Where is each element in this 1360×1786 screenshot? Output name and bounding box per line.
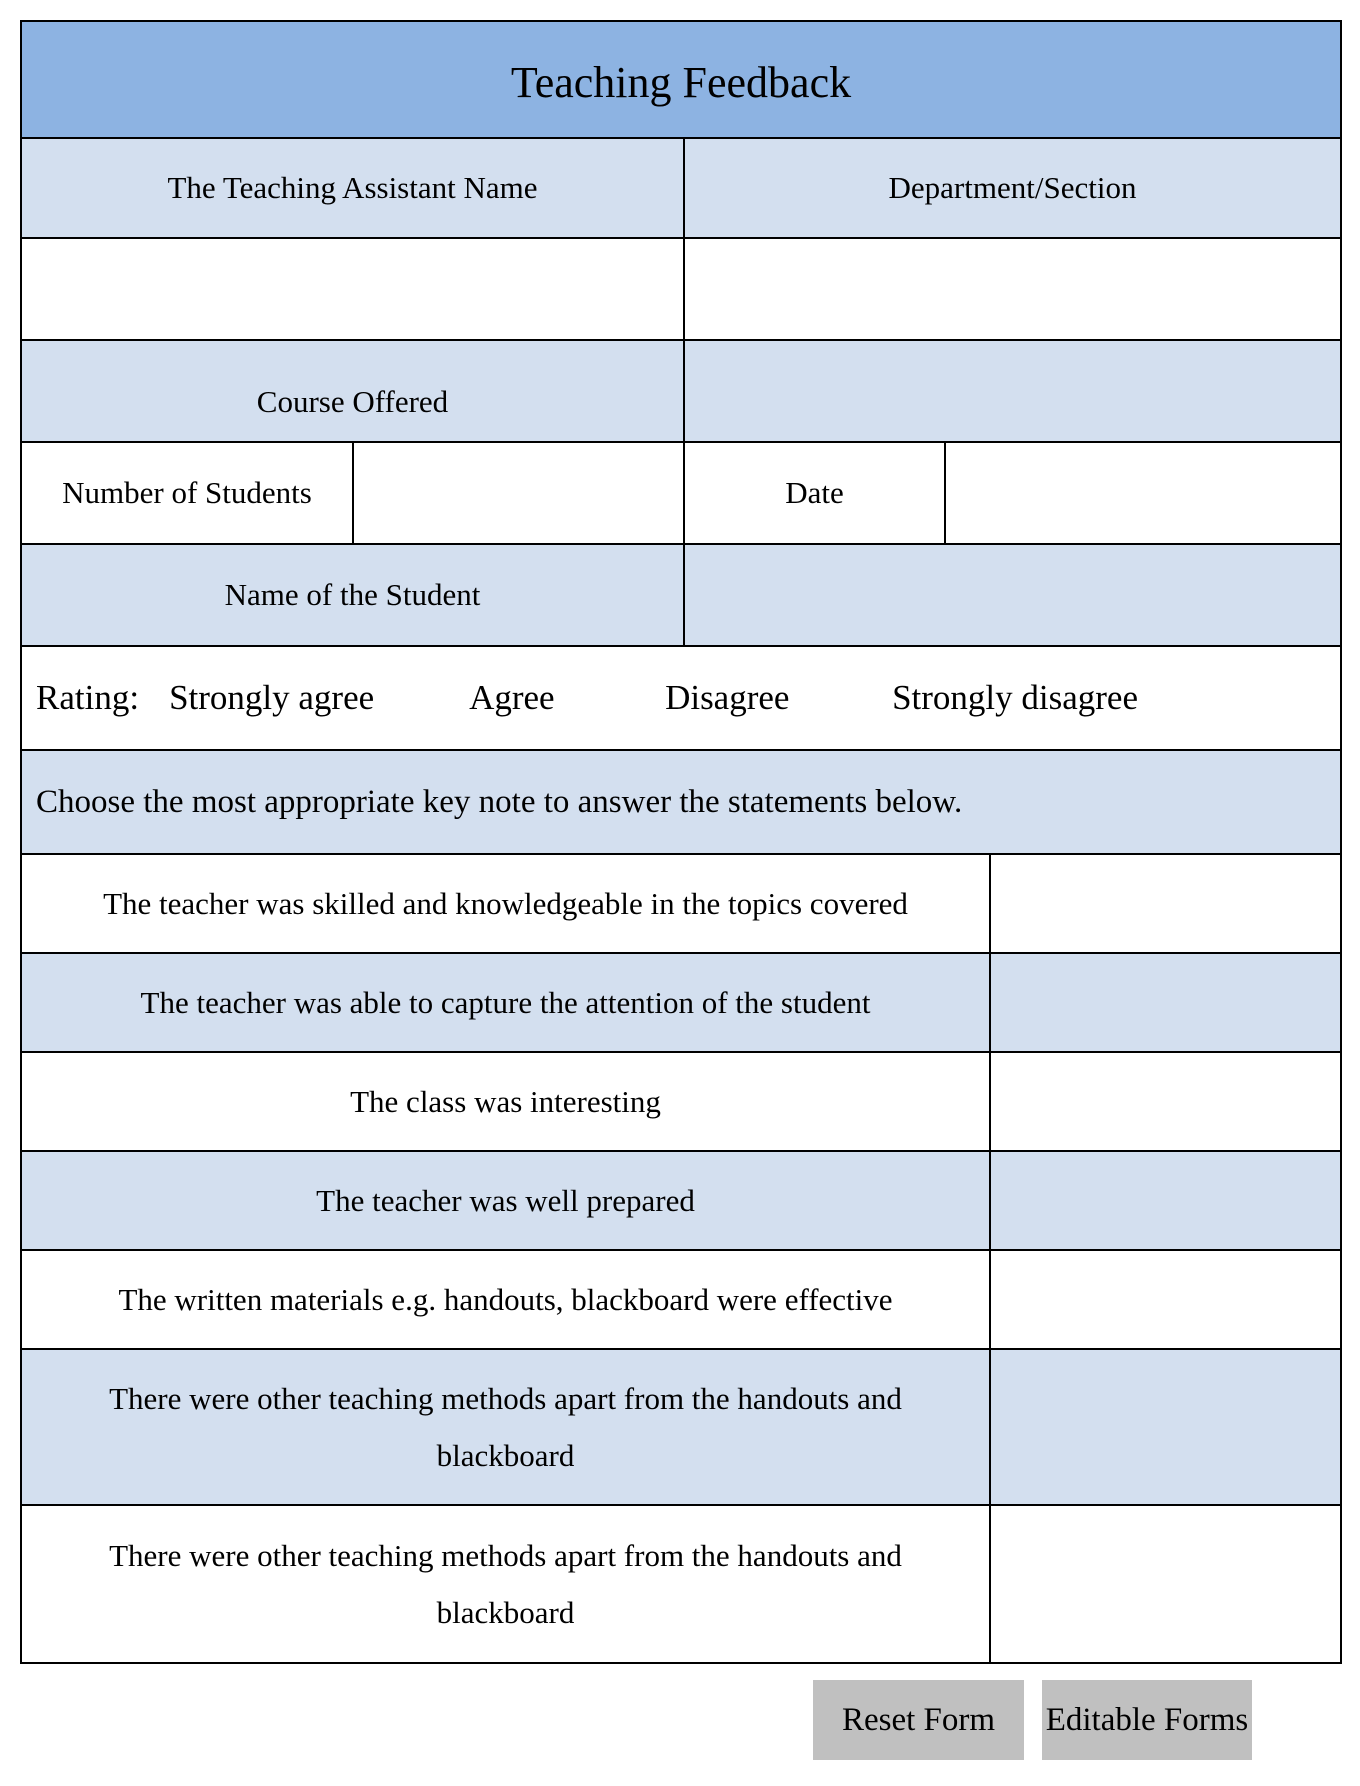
statement-answer-field[interactable] — [989, 1152, 1340, 1249]
course-row — [22, 341, 1340, 443]
statement-row — [22, 1350, 1340, 1506]
statement-text: The written materials e.g. handouts, blackboard were effective — [118, 1282, 893, 1317]
rating-row — [22, 647, 1340, 751]
statement-answer-field[interactable] — [989, 1350, 1340, 1504]
instruction-text: Choose the most appropriate key note to answer the statements below. — [36, 783, 963, 820]
statement-text: There were other teaching methods apart from the handouts and blackboard — [109, 1538, 902, 1630]
date-label: Date — [683, 443, 944, 543]
num-students-label: Number of Students — [62, 475, 312, 510]
student-name-row — [22, 545, 1340, 647]
student-name-field[interactable] — [683, 545, 1340, 645]
students-date-row — [22, 443, 1340, 545]
statement-text: The teacher was able to capture the attention of the student — [140, 985, 871, 1020]
statement-row — [22, 1152, 1340, 1251]
statement-text: The teacher was well prepared — [316, 1183, 695, 1218]
course-field[interactable] — [683, 341, 1340, 441]
statement-text: The class was interesting — [350, 1084, 661, 1119]
statement-answer-field[interactable] — [989, 855, 1340, 952]
statement-text: The teacher was skilled and knowledgeable in the topics covered — [103, 886, 908, 921]
form-title: Teaching Feedback — [510, 58, 852, 107]
statement-answer-field[interactable] — [989, 1506, 1340, 1662]
statement-row — [22, 1053, 1340, 1152]
statement-row — [22, 855, 1340, 954]
feedback-form — [20, 20, 1342, 1664]
editable-forms-button[interactable]: Editable Forms — [1042, 1680, 1252, 1760]
ta-name-label: The Teaching Assistant Name — [167, 170, 538, 205]
ta-name-field[interactable] — [22, 239, 683, 339]
student-name-label: Name of the Student — [224, 577, 481, 612]
rating-option-disagree[interactable]: Disagree — [665, 678, 790, 717]
statement-row — [22, 1506, 1340, 1662]
instruction-row — [22, 751, 1340, 855]
statement-answer-field[interactable] — [989, 1053, 1340, 1150]
statement-text: There were other teaching methods apart from the handouts and blackboard — [109, 1381, 902, 1473]
rating-option-strongly-disagree[interactable]: Strongly disagree — [892, 678, 1138, 717]
rating-option-agree[interactable]: Agree — [469, 678, 555, 717]
reset-form-button[interactable]: Reset Form — [813, 1680, 1024, 1760]
rating-label: Rating: — [36, 678, 140, 717]
num-students-field[interactable] — [352, 443, 683, 543]
date-field[interactable] — [944, 443, 1340, 543]
title-row — [22, 22, 1340, 139]
rating-option-strongly-agree[interactable]: Strongly agree — [169, 678, 375, 717]
statement-answer-field[interactable] — [989, 1251, 1340, 1348]
department-field[interactable] — [683, 239, 1340, 339]
statement-row — [22, 1251, 1340, 1350]
header-row — [22, 139, 1340, 239]
ta-input-row — [22, 239, 1340, 341]
course-label: Course Offered — [256, 384, 449, 419]
statement-answer-field[interactable] — [989, 954, 1340, 1051]
statement-row — [22, 954, 1340, 1053]
department-label: Department/Section — [683, 139, 1340, 237]
